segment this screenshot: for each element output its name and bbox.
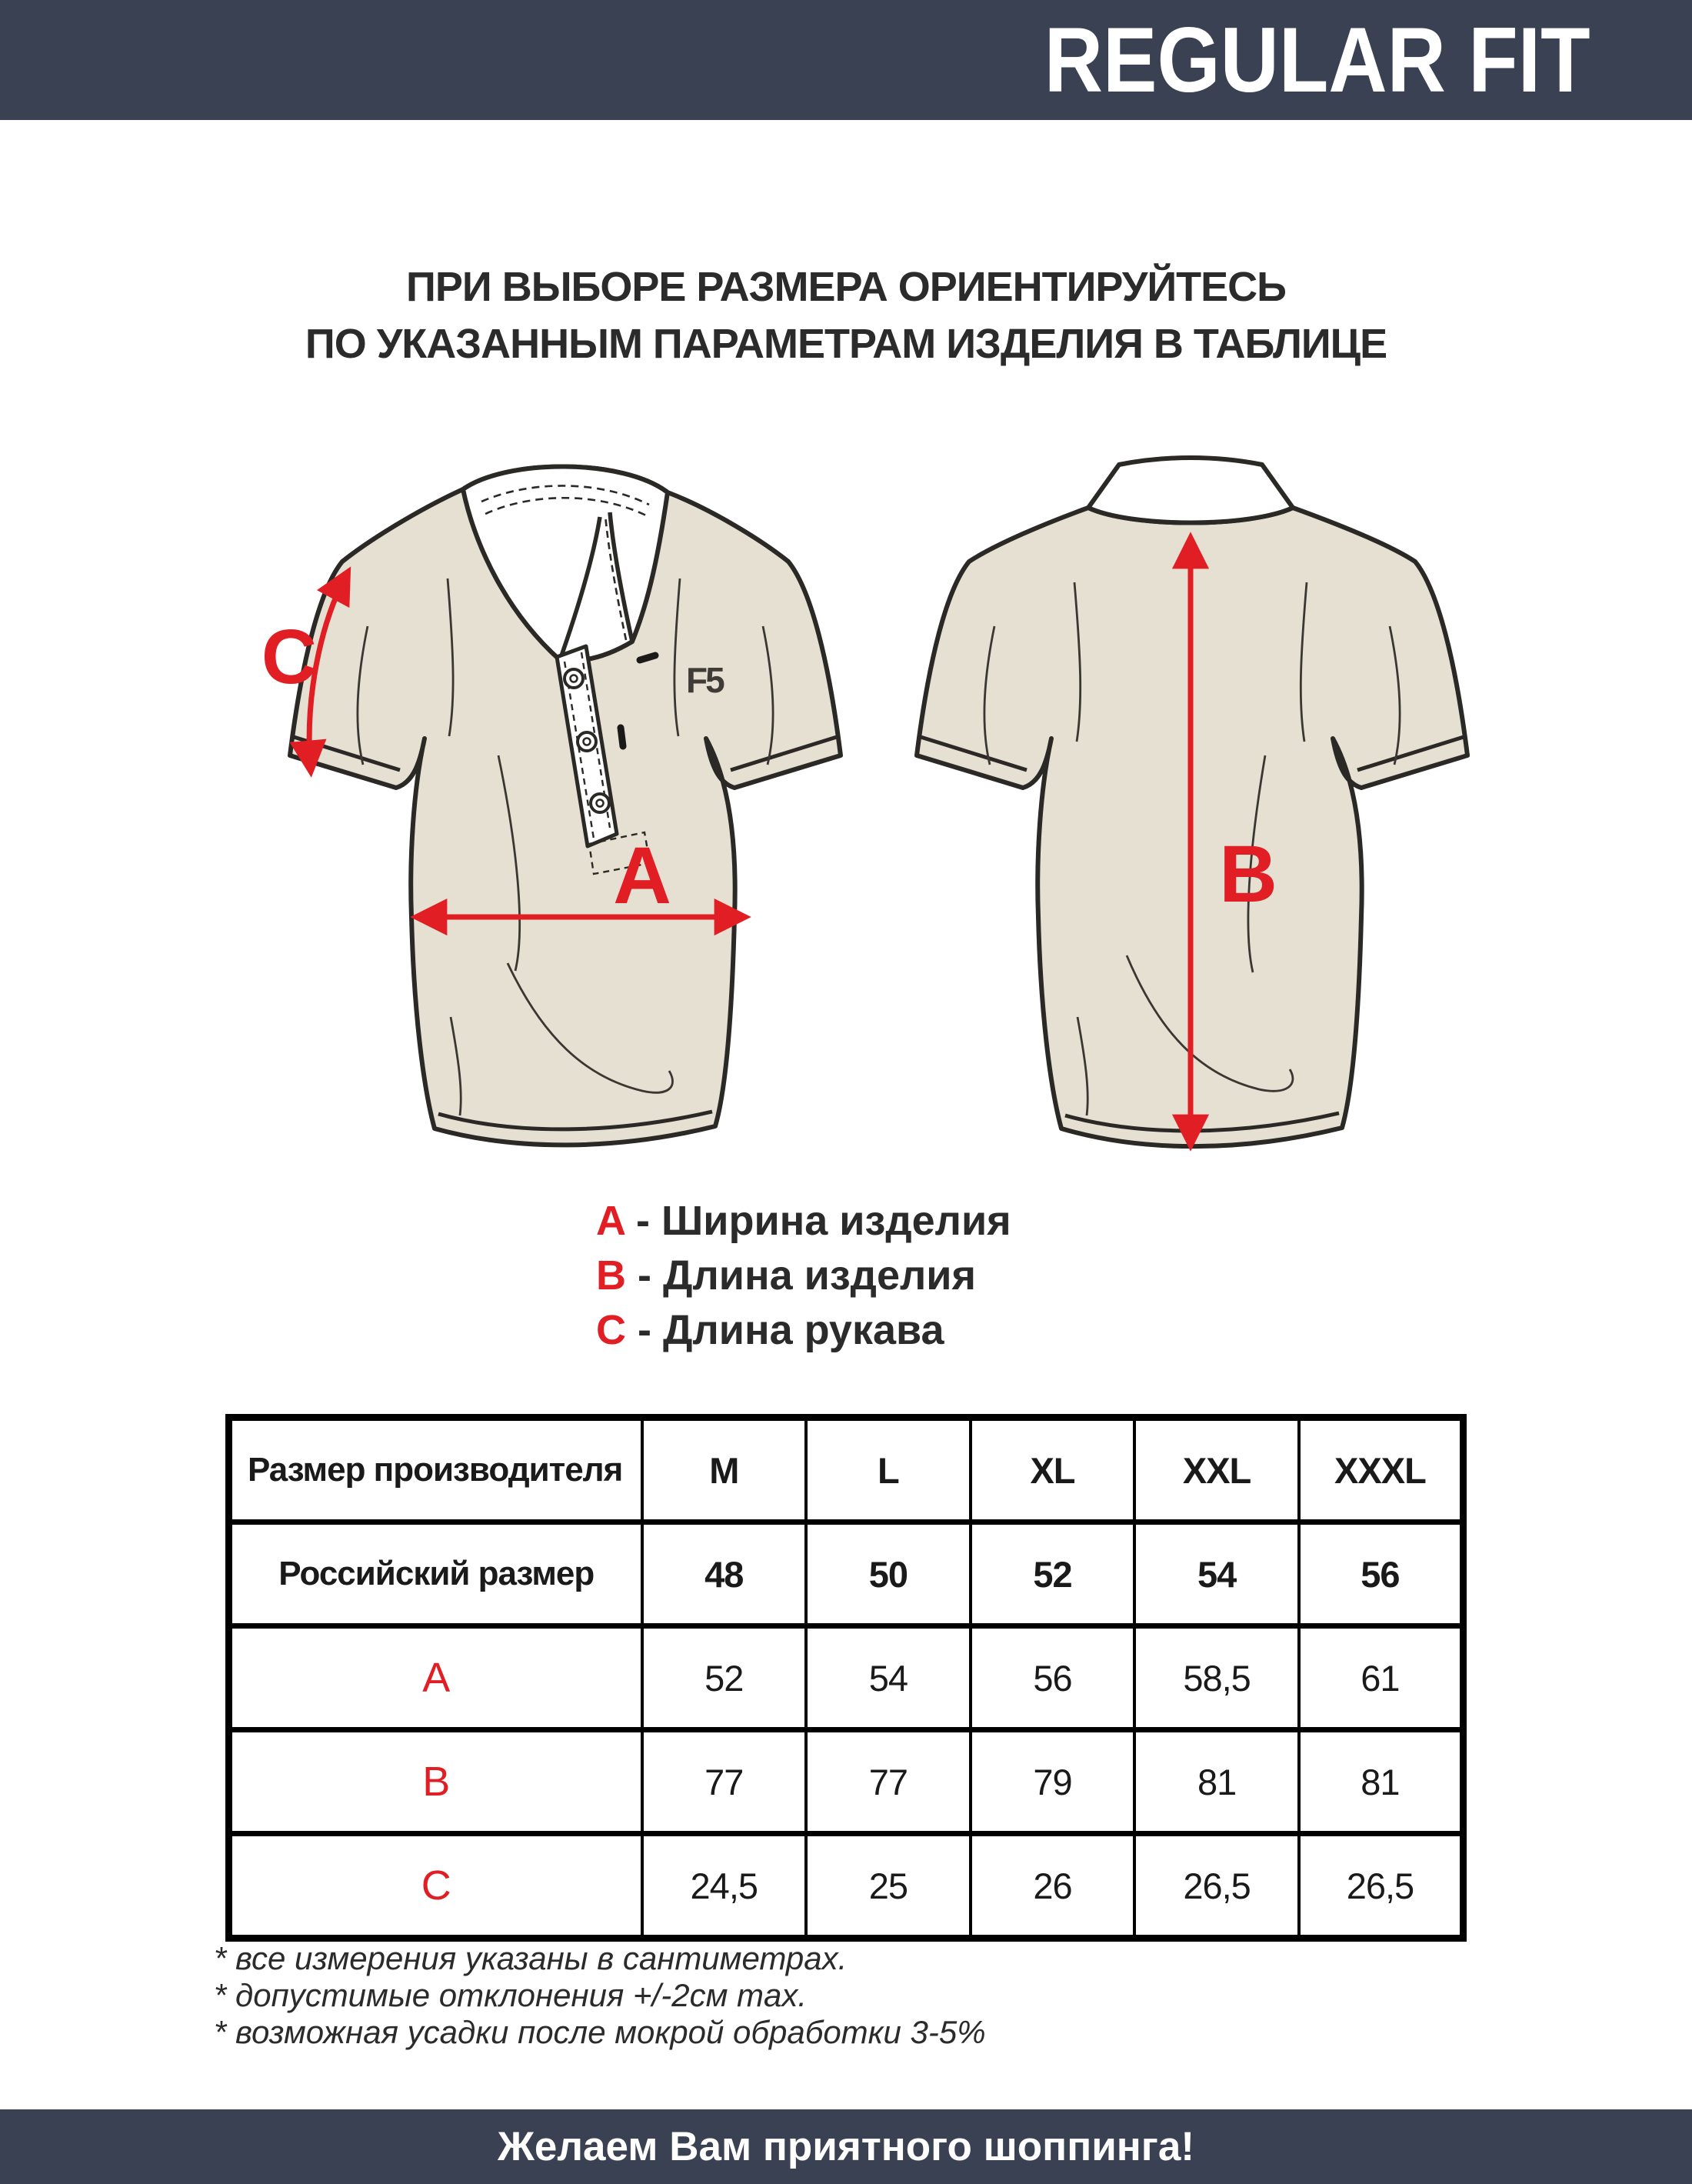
width-letter-a: A [613, 831, 671, 921]
legend-letter-b: B [596, 1252, 626, 1299]
size-cell: M [642, 1418, 807, 1522]
footnote-3: * возможная усадки после мокрой обработки 3-5% [214, 2014, 986, 2050]
length-letter-b: B [1219, 829, 1277, 919]
legend-label-c: Длина рукава [663, 1307, 944, 1353]
legend-dash: - [638, 1307, 651, 1353]
polo-back-drawing [881, 425, 1504, 1190]
legend-dash: - [638, 1252, 651, 1299]
measure-cell: 56 [971, 1626, 1135, 1730]
intro-line-2: ПО УКАЗАННЫМ ПАРАМЕТРАМ ИЗДЕЛИЯ В ТАБЛИЦЕ [305, 321, 1387, 367]
row-label: Российский размер [229, 1522, 642, 1626]
back-collar [1088, 458, 1293, 523]
measure-cell: 26,5 [1134, 1834, 1299, 1939]
intro-line-1: ПРИ ВЫБОРЕ РАЗМЕРА ОРИЕНТИРУЙТЕСЬ [406, 264, 1286, 310]
table-row-c [229, 1834, 1464, 1939]
row-label-b: B [229, 1730, 642, 1834]
size-cell: L [806, 1418, 971, 1522]
measure-cell: 61 [1299, 1626, 1464, 1730]
size-cell: XXXL [1299, 1418, 1464, 1522]
footnote-1: * все измерения указаны в сантиметрах. [214, 1940, 848, 1976]
table-row-a [229, 1626, 1464, 1730]
size-cell: XXL [1134, 1418, 1299, 1522]
measure-cell: 25 [806, 1834, 971, 1939]
legend-item-b [596, 1249, 1011, 1303]
size-cell: XL [971, 1418, 1135, 1522]
measure-cell: 81 [1134, 1730, 1299, 1834]
fit-title: REGULAR FIT [1044, 8, 1590, 112]
bottom-banner [0, 2109, 1692, 2184]
footnote-2: * допустимые отклонения +/-2см max. [214, 1977, 808, 2013]
measure-cell: 81 [1299, 1730, 1464, 1834]
measure-cell: 26,5 [1299, 1834, 1464, 1939]
intro-heading [0, 258, 1692, 372]
footnotes [214, 1940, 986, 2051]
legend-label-b: Длина изделия [663, 1252, 976, 1299]
table-row-manufacturer-size [229, 1418, 1464, 1522]
size-cell: 52 [971, 1522, 1135, 1626]
measurement-legend [596, 1194, 1011, 1358]
brand-logo: F5 [686, 660, 723, 700]
row-label-c: C [229, 1834, 642, 1939]
size-cell: 50 [806, 1522, 971, 1626]
table-row-russian-size [229, 1522, 1464, 1626]
legend-letter-a: A [596, 1198, 625, 1244]
size-cell: 54 [1134, 1522, 1299, 1626]
size-table [225, 1414, 1467, 1942]
measure-cell: 79 [971, 1730, 1135, 1834]
size-cell: 56 [1299, 1522, 1464, 1626]
sleeve-letter-c: C [261, 614, 318, 700]
measure-cell: 58,5 [1134, 1626, 1299, 1730]
polo-front-drawing [254, 425, 877, 1190]
legend-item-a [596, 1194, 1011, 1249]
legend-letter-c: C [596, 1307, 626, 1353]
row-label: Размер производителя [229, 1418, 642, 1522]
legend-item-c [596, 1303, 1011, 1358]
measure-cell: 26 [971, 1834, 1135, 1939]
footer-message: Желаем Вам приятного шоппинга! [498, 2124, 1194, 2169]
top-banner [0, 0, 1692, 120]
measure-cell: 24,5 [642, 1834, 807, 1939]
table-row-b [229, 1730, 1464, 1834]
measure-cell: 77 [806, 1730, 971, 1834]
legend-label-a: Ширина изделия [661, 1198, 1011, 1244]
legend-dash: - [636, 1198, 650, 1244]
row-label-a: A [229, 1626, 642, 1730]
size-cell: 48 [642, 1522, 807, 1626]
measure-cell: 54 [806, 1626, 971, 1730]
measure-cell: 77 [642, 1730, 807, 1834]
measure-cell: 52 [642, 1626, 807, 1730]
